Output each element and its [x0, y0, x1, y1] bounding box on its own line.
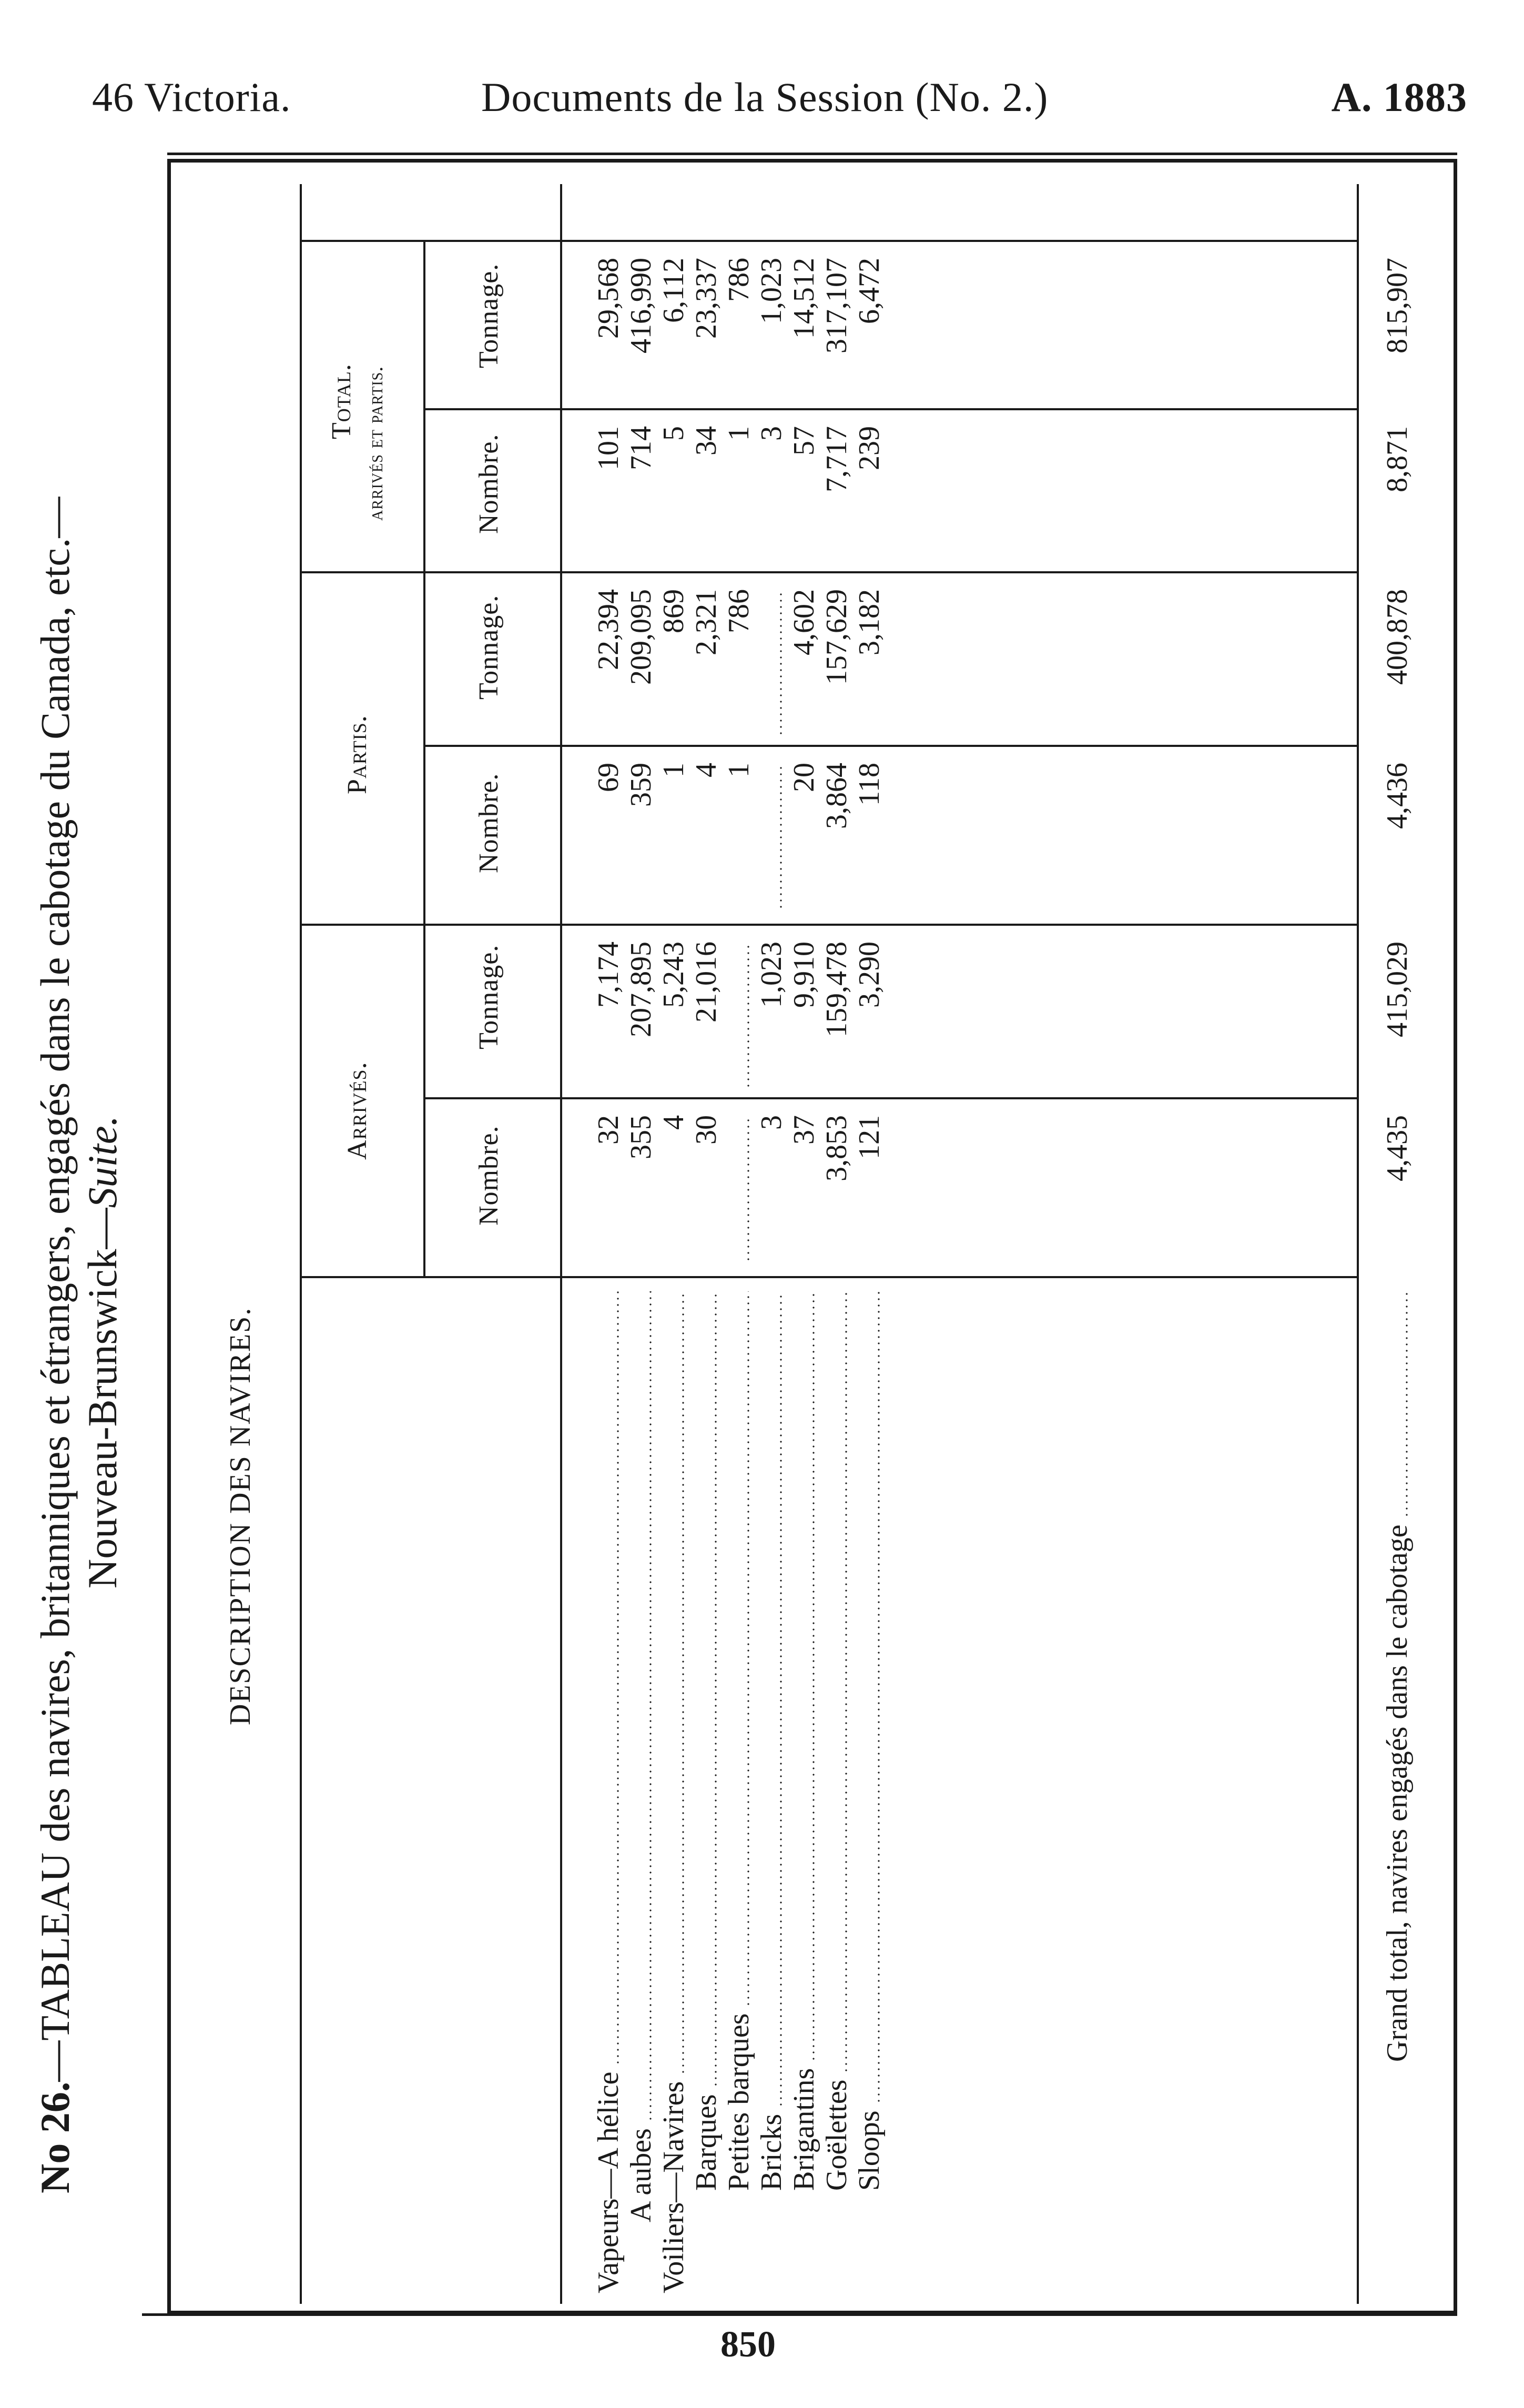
cell-t-n: 57 [788, 426, 820, 456]
cell-a-t: 7,174 [592, 942, 625, 1008]
cell-t-n: 7,717 [820, 426, 853, 492]
cell-t-t: 6,112 [657, 258, 690, 323]
row-label: Bricks [755, 2113, 788, 2191]
col-sep-total [300, 240, 1357, 242]
cell-a-n: 121 [853, 1115, 886, 1159]
table-title-line2: Nouveau-Brunswick— [79, 1208, 125, 1589]
cell-a-t: 1,023 [755, 942, 788, 1008]
cell-p-n: 4 [690, 763, 723, 777]
group-arrives: Arrivés. [342, 1061, 372, 1160]
table-number: No 26. [32, 2081, 78, 2193]
col-arrives-tonnage: Tonnage. [474, 944, 504, 1049]
col-sep-partis [300, 571, 1357, 573]
dot-leader [780, 1291, 782, 2108]
col-total-tonnage: Tonnage. [474, 263, 504, 368]
cell-a-t: 3,290 [853, 942, 886, 1008]
table-title-suffix: Suite. [79, 1116, 125, 1208]
row-label: Petites barques [723, 2013, 755, 2191]
group-total: Total. [327, 363, 357, 439]
cell-t-n: 1 [723, 426, 755, 441]
cell-t-n: 3 [755, 426, 788, 441]
table-title [32, 497, 126, 2193]
dot-leader [845, 1291, 847, 2073]
total-cell-p-n: 4,436 [1381, 763, 1414, 829]
cell-p-n: 118 [853, 763, 886, 806]
cell-p-n: 69 [592, 763, 625, 792]
cell-a-t: 9,910 [788, 942, 820, 1008]
cell-t-t: 1,023 [755, 258, 788, 324]
cell-t-t: 6,472 [853, 258, 886, 324]
cell-p-t: 209,095 [625, 589, 657, 685]
cell-t-t: 23,337 [690, 258, 723, 339]
row-label: Vapeurs—A hélice [592, 2071, 625, 2293]
dot-leader [747, 1291, 749, 2007]
cell-p-t: 2,321 [690, 589, 723, 655]
table-title-line1: —TABLEAU des navires, britanniques et étrangers, engagés dans le cabotage du Canada, etc.— [32, 497, 78, 2082]
cell-p-t: 4,602 [788, 589, 820, 655]
cell-a-n: 32 [592, 1115, 625, 1145]
cell-p-n: 20 [788, 763, 820, 792]
row-label: Brigantins [788, 2068, 820, 2191]
cell-a-t: 5,243 [657, 942, 690, 1008]
row-label: Sloops [853, 2110, 886, 2191]
total-cell-a-n: 4,435 [1381, 1115, 1414, 1181]
cell-p-n: 1 [657, 763, 690, 777]
dot-leader [649, 1291, 652, 2122]
rule-group-headers [423, 242, 425, 1278]
rule-below-total [1357, 184, 1359, 2304]
col-arrives-nombre: Nombre. [474, 1125, 504, 1226]
cell-t-t: 786 [723, 258, 755, 302]
cell-p-n: 1 [723, 763, 755, 777]
cell-p-t: 786 [723, 589, 755, 633]
sub-sep-total [423, 408, 1357, 410]
header-year: A. 1883 [1331, 74, 1467, 120]
cell-t-t: 317,107 [820, 258, 853, 353]
row-label: A aubes [625, 2128, 657, 2222]
cell-t-n: 714 [625, 426, 657, 470]
cell-a-n: 4 [657, 1115, 690, 1130]
dot-leader [682, 1291, 684, 2075]
frame-top-rule [167, 153, 1457, 155]
total-cell-t-n: 8,871 [1381, 426, 1414, 492]
cell-p-t [780, 589, 782, 736]
cell-a-t: 159,478 [820, 942, 853, 1037]
dot-leader [1406, 1291, 1408, 1518]
frame-bottom-rule [142, 2313, 1457, 2316]
header-document: Documents de la Session (No. 2.) [481, 74, 1049, 120]
row-label: Barques [690, 2094, 723, 2191]
cell-a-t: 207,895 [625, 942, 657, 1037]
total-cell-t-t: 815,907 [1381, 258, 1414, 353]
cell-t-n: 34 [690, 426, 723, 456]
col-partis-nombre: Nombre. [474, 773, 504, 873]
cell-p-n [780, 763, 782, 910]
cell-t-t: 29,568 [592, 258, 625, 339]
sub-sep-arrives [423, 1097, 1357, 1099]
cell-t-t: 416,990 [625, 258, 657, 353]
cell-p-n: 3,864 [820, 763, 853, 829]
cell-a-n: 30 [690, 1115, 723, 1145]
dot-leader [715, 1291, 717, 2088]
row-label: Goëlettes [820, 2079, 853, 2191]
col-total-nombre: Nombre. [474, 433, 504, 534]
cell-t-t: 14,512 [788, 258, 820, 339]
total-cell-a-t: 415,029 [1381, 942, 1414, 1037]
cell-a-n: 3 [755, 1115, 788, 1130]
header-volume: 46 Victoria. [92, 74, 291, 120]
cell-a-t: 21,016 [690, 942, 723, 1023]
cell-t-n: 239 [853, 426, 886, 470]
cell-a-n [747, 1115, 749, 1262]
sub-sep-partis [423, 745, 1357, 747]
cell-a-n: 355 [625, 1115, 657, 1159]
cell-a-n: 3,853 [820, 1115, 853, 1181]
dot-leader [617, 1291, 619, 2066]
page-number: 850 [720, 2324, 776, 2365]
row-label: Voiliers—Navires [657, 2081, 690, 2293]
group-total-sub: arrivés et partis. [363, 366, 387, 521]
col-sep-arrives [300, 924, 1357, 926]
cell-p-t: 22,394 [592, 589, 625, 670]
group-partis: Partis. [342, 715, 372, 794]
cell-p-n: 359 [625, 763, 657, 807]
cell-t-n: 5 [657, 426, 690, 441]
cell-p-t: 3,182 [853, 589, 886, 655]
total-label: Grand total, navires engagés dans le cabotage [1381, 1524, 1414, 2062]
description-header: DESCRIPTION DES NAVIRES. [224, 1307, 257, 1725]
dot-leader [878, 1291, 880, 2104]
cell-p-t: 157,629 [820, 589, 853, 685]
rotated-table [174, 184, 1436, 2304]
rule-below-description [300, 184, 302, 2304]
col-sep-desc [300, 1276, 1357, 1278]
total-cell-p-t: 400,878 [1381, 589, 1414, 685]
cell-a-t [747, 942, 749, 1089]
dot-leader [812, 1291, 815, 2062]
cell-p-t: 869 [657, 589, 690, 633]
rule-below-headers [560, 184, 562, 2304]
cell-a-n: 37 [788, 1115, 820, 1145]
col-partis-tonnage: Tonnage. [474, 594, 504, 700]
cell-t-n: 101 [592, 426, 625, 470]
